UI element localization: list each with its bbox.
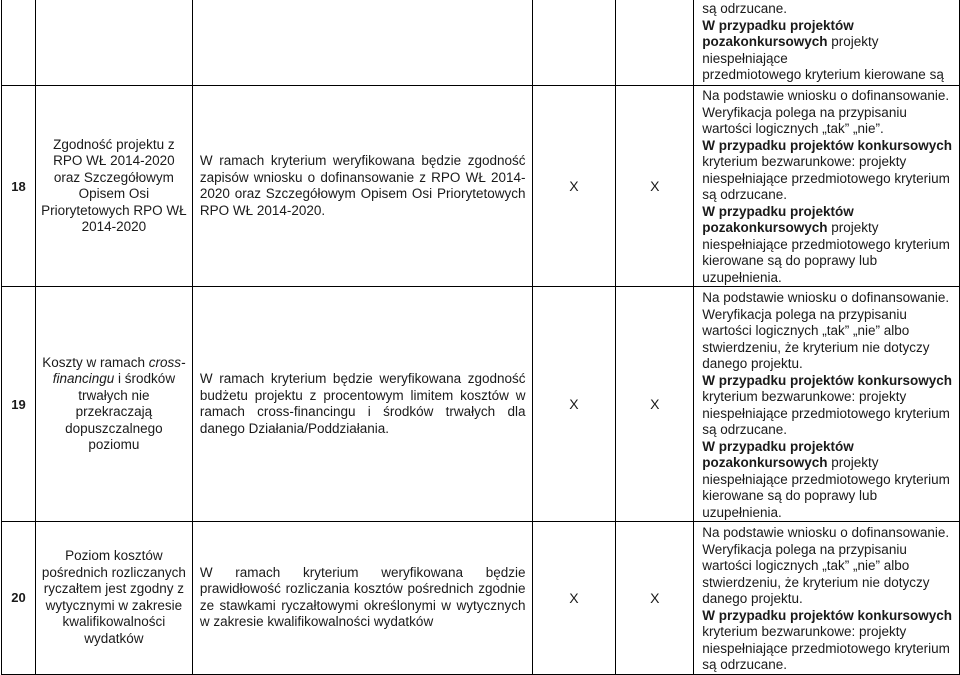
mark-x: X	[616, 86, 694, 287]
rule-noncompetitive: W przypadku projektów pozakonkursowych projekty niespełniające przedmiotowego kryterium kierowane są do poprawy lub uzupełnienia.	[702, 438, 950, 520]
row-number: 18	[2, 86, 36, 287]
rule-cell	[694, 287, 960, 522]
rule-verification: Weryfikacja polega na przypisaniu wartości logicznych „tak” „nie” albo stwierdzeniu, że kryterium nie dotyczy danego projektu.	[702, 541, 930, 606]
criterion-name: Zgodność projektu z RPO WŁ 2014-2020 oraz Szczegółowym Opisem Osi Priorytetowych RPO WŁ 2014-2020	[35, 86, 192, 287]
rule-cell	[694, 86, 960, 287]
rule-line: przedmiotowego kryterium kierowane są	[702, 67, 944, 82]
rule-line: pozakonkursowych projekty niespełniające	[702, 34, 879, 66]
table-row-fragment	[2, 0, 960, 86]
mark-cell	[616, 0, 694, 86]
rule-verification: Weryfikacja polega na przypisaniu wartości logicznych „tak” „nie”.	[702, 104, 907, 136]
rule-noncompetitive: W przypadku projektów pozakonkursowych projekty niespełniające przedmiotowego kryterium kierowane są do poprawy lub uzupełnienia.	[702, 203, 950, 285]
rule-competitive: W przypadku projektów konkursowych kryterium bezwarunkowe: projekty niespełniające przedmiotowego kryterium są odrzucane.	[702, 137, 953, 202]
rule-source: Na podstawie wniosku o dofinansowanie.	[702, 290, 950, 305]
mark-x: X	[616, 287, 694, 522]
mark-cell	[532, 0, 616, 86]
criterion-name: Poziom kosztów pośrednich rozliczanych ryczałtem jest zgodny z wytycznymi w zakresie kwalifikowalności wydatków	[35, 522, 192, 675]
mark-x: X	[532, 522, 616, 675]
row-number: 20	[2, 522, 36, 675]
mark-x: X	[616, 522, 694, 675]
row-number-cell	[2, 0, 36, 86]
criterion-description: W ramach kryterium będzie weryfikowana zgodność budżetu projektu z procentowym limitem kosztów w ramach cross-financingu i środków trwałych dla danego Działania/Poddziałania.	[192, 287, 532, 522]
mark-x: X	[532, 287, 616, 522]
rule-source: Na podstawie wniosku o dofinansowanie.	[702, 88, 950, 103]
rule-cell	[694, 522, 960, 675]
table-row	[2, 522, 960, 675]
rule-verification: Weryfikacja polega na przypisaniu wartości logicznych „tak” „nie” albo stwierdzeniu, że kryterium nie dotyczy danego projektu.	[702, 306, 930, 371]
rule-line: W przypadku projektów	[702, 17, 854, 33]
criterion-description-cell	[192, 0, 532, 86]
rule-source: Na podstawie wniosku o dofinansowanie.	[702, 525, 950, 540]
rule-cell	[694, 0, 960, 86]
criteria-table	[1, 0, 960, 675]
criterion-description: W ramach kryterium weryfikowana będzie zgodność zapisów wniosku o dofinansowanie z RPO WŁ 2014-2020 oraz Szczegółowym Opisem Osi Priorytetowych RPO WŁ 2014-2020.	[192, 86, 532, 287]
criterion-description: W ramach kryterium weryfikowana będzie prawidłowość rozliczania kosztów pośrednich zgodnie ze stawkami ryczałtowymi określonymi w wytycznych w zakresie kwalifikowalności wydatków	[192, 522, 532, 675]
criterion-name-cell	[35, 0, 192, 86]
mark-x: X	[532, 86, 616, 287]
criterion-name: Koszty w ramach cross-financingu i środków trwałych nie przekraczają dopuszczalnego poziomu	[35, 287, 192, 522]
table-row	[2, 86, 960, 287]
table-row	[2, 287, 960, 522]
rule-line: są odrzucane.	[702, 1, 788, 16]
row-number: 19	[2, 287, 36, 522]
rule-competitive: W przypadku projektów konkursowych kryterium bezwarunkowe: projekty niespełniające przedmiotowego kryterium są odrzucane.	[702, 607, 953, 672]
rule-competitive: W przypadku projektów konkursowych kryterium bezwarunkowe: projekty niespełniające przedmiotowego kryterium są odrzucane.	[702, 372, 953, 437]
